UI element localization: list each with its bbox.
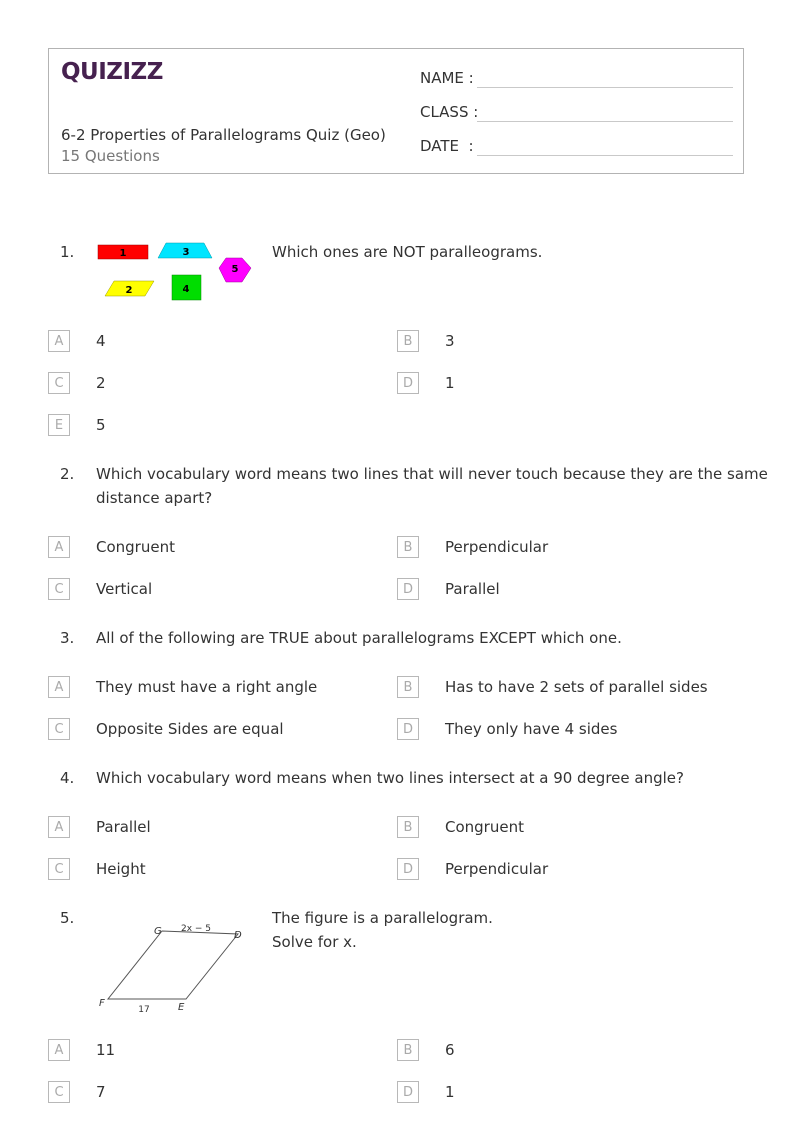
parallelogram-figure: [96, 918, 256, 1018]
option-letter: C: [48, 1081, 70, 1103]
option-text: 4: [96, 332, 106, 350]
worksheet-header: [48, 48, 744, 174]
question-text-line: Which vocabulary word means two lines that will never touch because they are the same: [96, 465, 768, 483]
question-text: Which ones are NOT paralleograms.: [272, 243, 543, 261]
vertex-label: F: [99, 998, 105, 1009]
question-text-line: distance apart?: [96, 489, 213, 507]
option-letter: D: [397, 372, 419, 394]
option-text: 7: [96, 1083, 106, 1101]
quizizz-logo: QUIZIZZ: [61, 59, 163, 85]
option-letter: C: [48, 718, 70, 740]
vertex-label: G: [154, 926, 162, 937]
option-letter: C: [48, 858, 70, 880]
option-letter: A: [48, 676, 70, 698]
option-text: Parallel: [96, 818, 151, 836]
question-text: [272, 906, 493, 954]
shape-label: 2: [125, 285, 133, 296]
option-text: Congruent: [96, 538, 175, 556]
option-letter: D: [397, 718, 419, 740]
question-text: All of the following are TRUE about parallelograms EXCEPT which one.: [96, 629, 622, 647]
question-text: [96, 462, 768, 510]
question-number: 1.: [60, 243, 75, 261]
option-letter: C: [48, 372, 70, 394]
option-text: Opposite Sides are equal: [96, 720, 284, 738]
option-text: Perpendicular: [445, 538, 549, 556]
option-letter: B: [397, 330, 419, 352]
question-number: 2.: [60, 465, 75, 483]
option-letter: D: [397, 858, 419, 880]
option-letter: C: [48, 578, 70, 600]
option-text: 2: [96, 374, 106, 392]
option-letter: E: [48, 414, 70, 436]
parallelogram-outline: [108, 931, 238, 999]
option-letter: A: [48, 816, 70, 838]
option-text: 5: [96, 416, 106, 434]
option-text: 11: [96, 1041, 116, 1059]
option-text: Congruent: [445, 818, 524, 836]
name-line[interactable]: [477, 87, 733, 88]
question-number: 4.: [60, 769, 75, 787]
question-number: 5.: [60, 909, 75, 927]
option-text: 6: [445, 1041, 455, 1059]
quiz-title: 6-2 Properties of Parallelograms Quiz (Geo): [61, 126, 386, 144]
option-text: 3: [445, 332, 455, 350]
side-label: 2x − 5: [180, 924, 212, 934]
class-label: CLASS :: [420, 103, 479, 121]
name-field: [420, 69, 474, 87]
option-letter: A: [48, 1039, 70, 1061]
vertex-label: E: [178, 1002, 185, 1013]
option-text: They must have a right angle: [96, 678, 318, 696]
shape-label: 3: [182, 247, 190, 258]
date-label: DATE :: [420, 137, 474, 155]
class-line[interactable]: [477, 121, 733, 122]
option-letter: A: [48, 330, 70, 352]
option-letter: D: [397, 1081, 419, 1103]
question-text: Which vocabulary word means when two lines intersect at a 90 degree angle?: [96, 769, 684, 787]
date-field: [420, 137, 474, 155]
option-letter: B: [397, 816, 419, 838]
side-label: 17: [138, 1005, 150, 1015]
option-text: 1: [445, 374, 455, 392]
option-letter: D: [397, 578, 419, 600]
question-text-line: Solve for x.: [272, 933, 357, 951]
option-text: Height: [96, 860, 146, 878]
question-count: 15 Questions: [61, 147, 160, 165]
option-letter: B: [397, 676, 419, 698]
question-number: 3.: [60, 629, 75, 647]
name-label: NAME :: [420, 69, 474, 87]
option-text: They only have 4 sides: [445, 720, 618, 738]
class-field: [420, 103, 478, 121]
option-letter: A: [48, 536, 70, 558]
question-text-line: The figure is a parallelogram.: [272, 909, 493, 927]
option-letter: B: [397, 1039, 419, 1061]
shape-label: 5: [231, 264, 239, 275]
date-line[interactable]: [477, 155, 733, 156]
shape-label: 1: [119, 248, 127, 259]
option-letter: B: [397, 536, 419, 558]
option-text: Perpendicular: [445, 860, 549, 878]
option-text: 1: [445, 1083, 455, 1101]
vertex-label: D: [234, 930, 242, 941]
shape-label: 4: [182, 284, 190, 295]
option-text: Vertical: [96, 580, 153, 598]
shapes-image: [96, 240, 256, 304]
option-text: Has to have 2 sets of parallel sides: [445, 678, 708, 696]
option-text: Parallel: [445, 580, 500, 598]
